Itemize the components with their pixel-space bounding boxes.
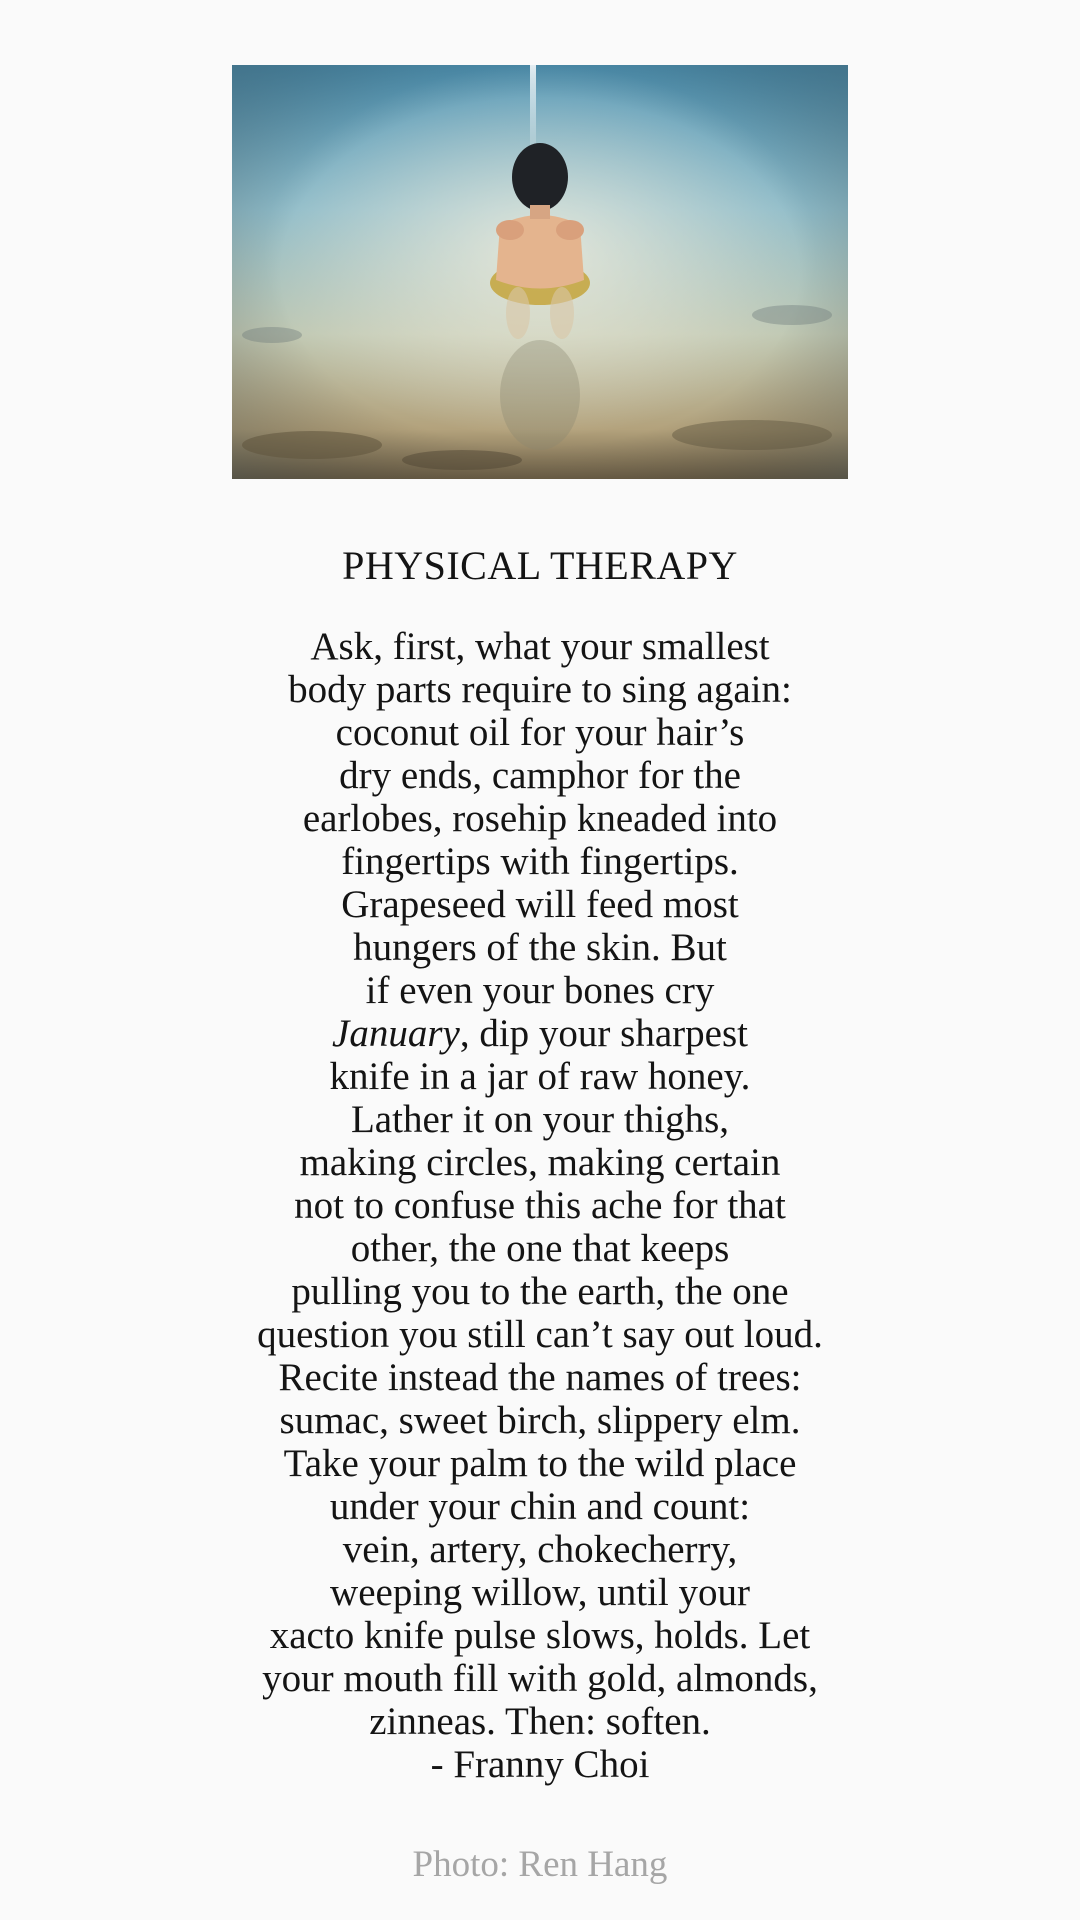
poem-line: under your chin and count: — [329, 1485, 751, 1528]
poem-line: dry ends, camphor for the — [339, 754, 741, 797]
poem-line: pulling you to the earth, the one — [291, 1270, 789, 1313]
poem-line: Recite instead the names of trees: — [278, 1356, 802, 1399]
poem-line: if even your bones cry — [365, 969, 715, 1012]
poem-line: making circles, making certain — [299, 1141, 781, 1184]
poem-line: sumac, sweet birch, slippery elm. — [279, 1399, 801, 1442]
poem-line-italic-word: January — [332, 1012, 460, 1055]
poem-line-text: , dip your sharpest — [459, 1012, 748, 1055]
poem-line: question you still can’t say out loud. — [257, 1313, 823, 1356]
poem-attribution: - Franny Choi — [430, 1743, 650, 1786]
poem-line: xacto knife pulse slows, holds. Let — [269, 1614, 811, 1657]
poem-line: zinneas. Then: soften. — [369, 1700, 711, 1743]
poem-line — [0, 1012, 1080, 1055]
poem-line: fingertips with fingertips. — [341, 840, 739, 883]
poem-line: your mouth fill with gold, almonds, — [262, 1657, 818, 1700]
poem-title: PHYSICAL THERAPY — [342, 543, 738, 588]
water-figure-illustration — [232, 65, 848, 479]
poem-line: body parts require to sing again: — [288, 668, 792, 711]
poem-body — [0, 625, 1080, 1786]
header-photo — [232, 65, 848, 479]
photo-credit: Photo: Ren Hang — [412, 1844, 668, 1885]
poem-line: hungers of the skin. But — [353, 926, 727, 969]
poem-line: not to confuse this ache for that — [294, 1184, 786, 1227]
poem-line: earlobes, rosehip kneaded into — [302, 797, 778, 840]
poem-line: Lather it on your thighs, — [350, 1098, 730, 1141]
poem-line: Grapeseed will feed most — [341, 883, 739, 926]
poem-line: other, the one that keeps — [350, 1227, 730, 1270]
poem-line: knife in a jar of raw honey. — [329, 1055, 751, 1098]
poem-line: coconut oil for your hair’s — [335, 711, 745, 754]
poem-line: Take your palm to the wild place — [283, 1442, 797, 1485]
poem-line: weeping willow, until your — [330, 1571, 750, 1614]
poem-line: vein, artery, chokecherry, — [342, 1528, 738, 1571]
poem-line: Ask, first, what your smallest — [310, 625, 770, 668]
